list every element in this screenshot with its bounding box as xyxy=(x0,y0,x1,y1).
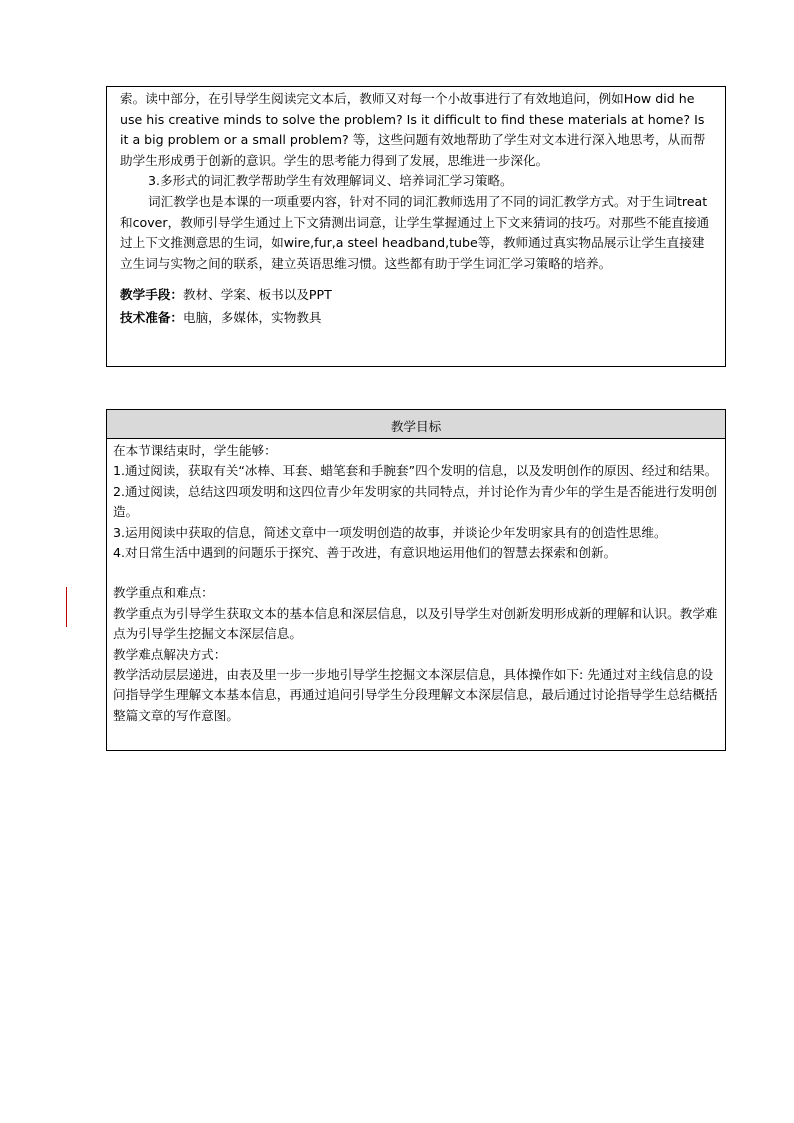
objectives-intro: 在本节课结束时，学生能够： xyxy=(113,443,277,458)
teaching-means-value: 教材、学案、板书以及PPT xyxy=(182,287,332,303)
goal-item-2: 2.通过阅读，总结这四项发明和这四位青少年发明家的共同特点，并讨论作为青少年的学生是否能进行发明创造。 xyxy=(113,483,717,520)
key-difficult-text: 教学重点为引导学生获取文本的基本信息和深层信息，以及引导学生对创新发明形成新的理解和认识。教学难点为引导学生挖掘文本深层信息。 xyxy=(113,605,718,642)
solution-title: 教学难点解决方式： xyxy=(113,646,227,662)
vocab-point-body: 词汇教学也是本课的一项重要内容，针对不同的词汇教师选用了不同的词汇教学方式。对于生词treat和cover，教师引导学生通过上下文猜测出词意，让学生掌握通过上下文来猜词的技巧。对那些不能直接通过上下文推测意思的生词，如wire,fur,a steel headband,tube等，教师通过真实物品展示让学生直接建立生词与实物之间的联系，建立英语思维习惯。这些都有助于学生词汇学习策略的培养。 xyxy=(120,193,710,271)
solution-text: 教学活动层层递进，由表及里一步一步地引导学生挖掘文本深层信息，具体操作如下: 先通过对主线信息的设问指导学生理解文本基本信息，再通过追问引导学生分段理解文本深层信息，最后通过讨论指导学生总结概括整篇文章的写作意图。 xyxy=(113,667,718,723)
margin-change-bar xyxy=(66,587,67,627)
reading-paragraph: 索。读中部分，在引导学生阅读完文本后，教师又对每一个小故事进行了有效地追问，例如How did he use his creative minds to solve the problem? Is it difficult to find these materials at home? Is it a big problem or a small problem? 等，这些问题有效地帮助了学生对文本进行深入地思考，从而帮助学生形成勇于创新的意识。学生的思考能力得到了发展，思维进一步深化。 xyxy=(120,91,706,168)
goal-item-1: 1.通过阅读，获取有关“冰棒、耳套、蜡笔套和手腕套”四个发明的信息，以及发明创作的原因、经过和结果。 xyxy=(113,463,718,479)
tech-prep-line xyxy=(120,308,716,329)
goal-item-3: 3.运用阅读中获取的信息，简述文章中一项发明创造的故事，并谈论少年发明家具有的创造性思维。 xyxy=(113,524,667,540)
goal-item-4: 4.对日常生活中遇到的问题乐于探究、善于改进，有意识地运用他们的智慧去探索和创新。 xyxy=(113,545,617,561)
objectives-table xyxy=(106,409,726,751)
tech-prep-value: 电脑，多媒体，实物教具 xyxy=(182,309,322,325)
tech-prep-label: 技术准备： xyxy=(120,309,183,325)
teaching-means-line xyxy=(120,285,716,306)
objectives-header: 教学目标 xyxy=(107,410,725,439)
teaching-reflection-box xyxy=(106,86,726,367)
vocab-point-title: 3.多形式的词汇教学帮助学生有效理解词义、培养词汇学习策略。 xyxy=(148,173,513,189)
teaching-means-label: 教学手段： xyxy=(120,287,183,303)
objectives-body xyxy=(107,439,725,726)
key-difficult-title: 教学重点和难点： xyxy=(113,585,214,601)
